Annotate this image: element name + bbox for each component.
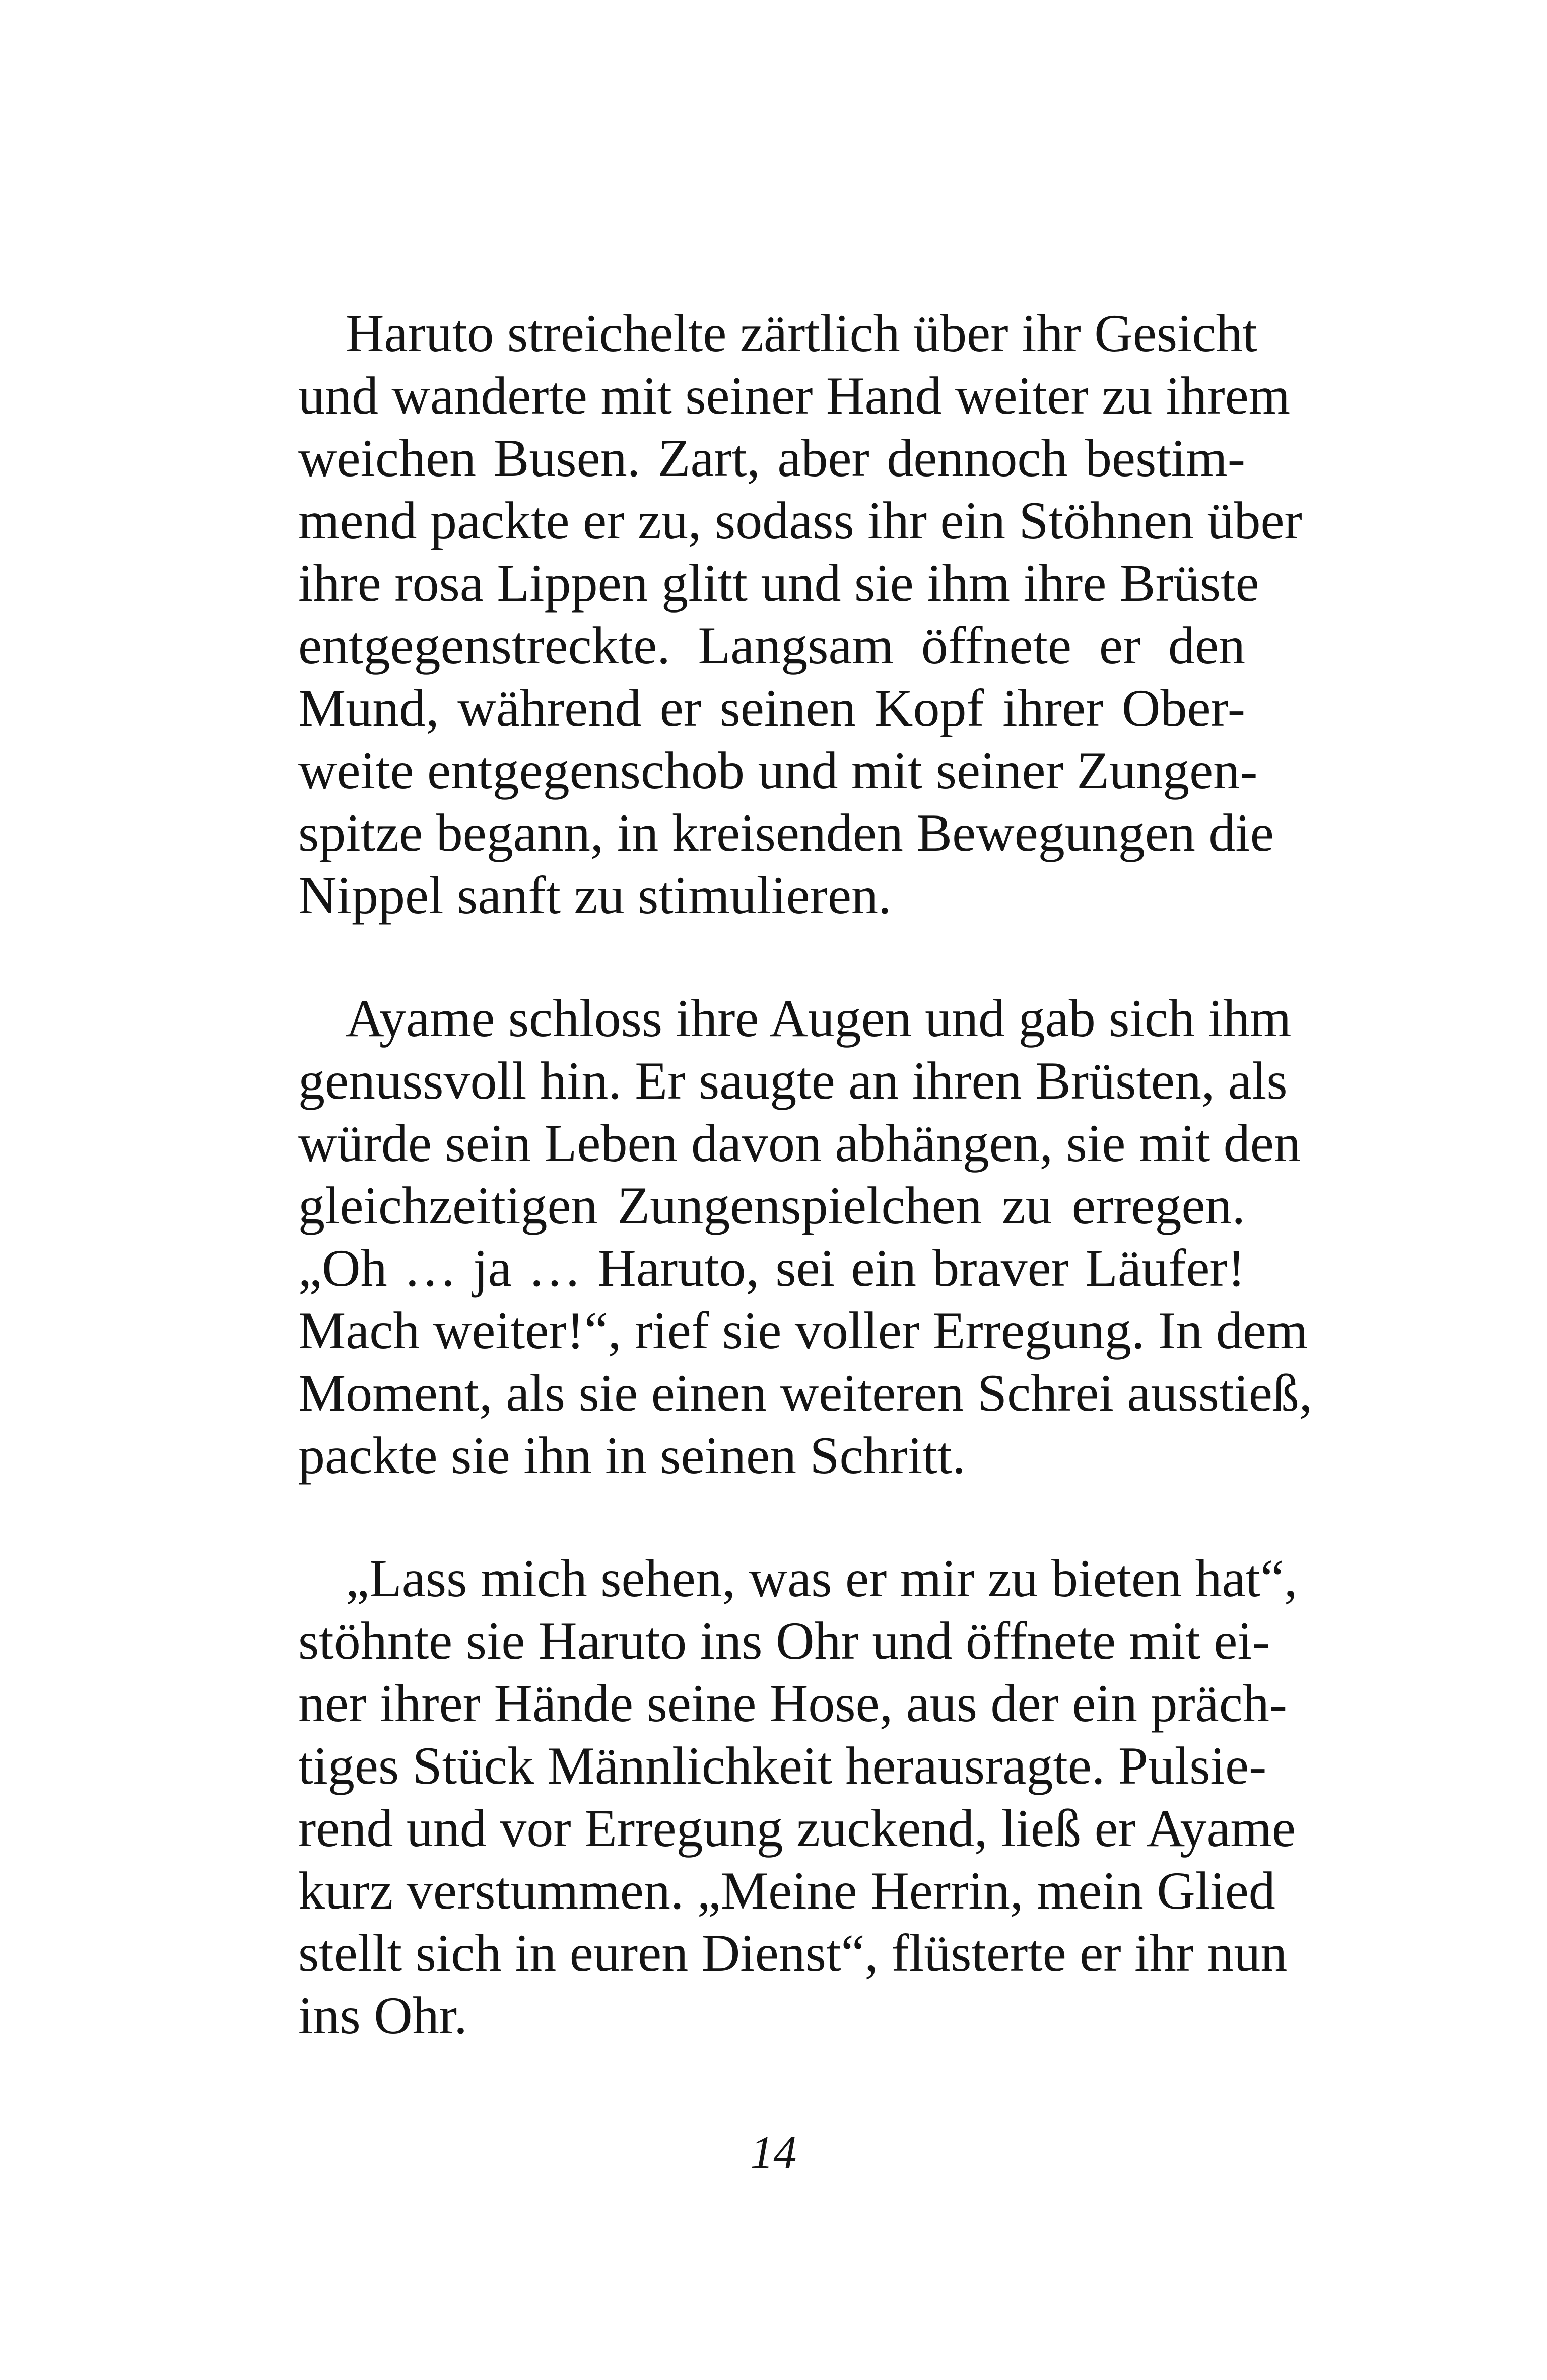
- text-line: und wanderte mit seiner Hand weiter zu ihrem: [298, 366, 1291, 425]
- text-line: entgegenstreckte. Langsam öffnete er den: [298, 616, 1245, 675]
- text-line: Nippel sanft zu stimulieren.: [298, 866, 892, 925]
- text-line: weite entgegenschob und mit seiner Zungen-: [298, 741, 1258, 800]
- body-text: [298, 302, 1313, 2047]
- text-line: Ayame schloss ihre Augen und gab sich ihm: [346, 989, 1292, 1048]
- text-line: gleichzeitigen Zungenspielchen zu erregen.: [298, 1176, 1245, 1235]
- text-line: „Oh … ja … Haruto, sei ein braver Läufer!: [298, 1239, 1245, 1298]
- text-line: ner ihrer Hände seine Hose, aus der ein präch-: [298, 1674, 1288, 1733]
- text-line: tiges Stück Männlichkeit herausragte. Pulsie-: [298, 1736, 1267, 1795]
- text-line: würde sein Leben davon abhängen, sie mit den: [298, 1114, 1301, 1173]
- paragraph-gap: [298, 927, 1245, 987]
- text-line: spitze begann, in kreisenden Bewegungen die: [298, 803, 1274, 862]
- text-line: weichen Busen. Zart, aber dennoch bestim-: [298, 429, 1245, 488]
- text-line: Mach weiter!“, rief sie voller Erregung. In dem: [298, 1301, 1308, 1360]
- text-line: rend und vor Erregung zuckend, ließ er Ayame: [298, 1799, 1296, 1858]
- text-line: stellt sich in euren Dienst“, flüsterte er ihr nun: [298, 1924, 1288, 1983]
- text-line: ins Ohr.: [298, 1986, 467, 2045]
- text-line: mend packte er zu, sodass ihr ein Stöhnen über: [298, 491, 1302, 550]
- text-line: ihre rosa Lippen glitt und sie ihm ihre Brüste: [298, 554, 1259, 613]
- paragraph-gap: [298, 1487, 1245, 1547]
- text-line: packte sie ihn in seinen Schritt.: [298, 1426, 966, 1485]
- text-line: Moment, als sie einen weiteren Schrei ausstieß,: [298, 1364, 1313, 1422]
- text-line: „Lass mich sehen, was er mir zu bieten hat“,: [346, 1549, 1298, 1608]
- page-number: 14: [750, 2127, 797, 2178]
- text-line: Haruto streichelte zärtlich über ihr Gesicht: [346, 304, 1258, 363]
- text-line: kurz verstummen. „Meine Herrin, mein Glied: [298, 1861, 1275, 1920]
- text-line: Mund, während er seinen Kopf ihrer Ober-: [298, 678, 1245, 737]
- text-line: genussvoll hin. Er saugte an ihren Brüsten, als: [298, 1051, 1288, 1110]
- text-line: stöhnte sie Haruto ins Ohr und öffnete mit ei-: [298, 1611, 1270, 1670]
